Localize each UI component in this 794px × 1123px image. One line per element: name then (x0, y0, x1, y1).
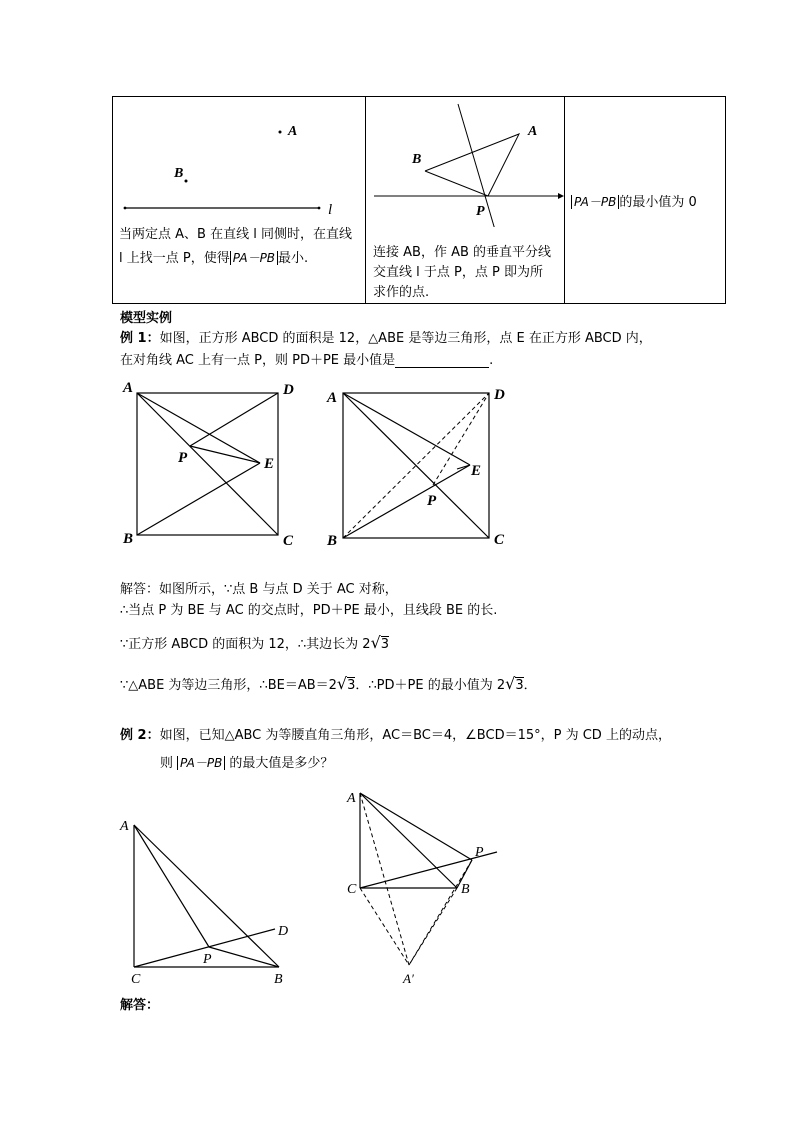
example2-line2-post: 的最大值是多少？ (229, 756, 334, 771)
segment-pe (190, 446, 260, 463)
problem-description (119, 223, 352, 271)
arrow-head (558, 193, 564, 199)
example2-line1 (120, 724, 671, 743)
example2-answer-label: 解答： (120, 998, 160, 1013)
point-a (279, 131, 282, 134)
example1-head: 例 1： (120, 331, 160, 346)
label-p: P (178, 450, 188, 466)
label-d: D (278, 924, 289, 939)
label-c: C (283, 533, 294, 549)
label-p: P (475, 845, 484, 860)
method-description (373, 243, 551, 303)
abs-expression: PA－PB (571, 195, 619, 209)
example1-answer-line1: 解答：如图所示，∵点 B 与点 D 关于 AC 对称， (120, 582, 398, 597)
problem-desc-line1: 当两定点 A、B 在直线 l 同侧时，在直线 (119, 227, 352, 242)
label-e: E (264, 456, 275, 472)
label-a: A (327, 390, 338, 406)
method-desc-line3: 求作的点. (373, 285, 430, 300)
answer-line4-text: ∵△ABE 为等边三角形，∴BE＝AB＝2 (120, 678, 337, 693)
problem-desc-line2-post: 最小. (278, 251, 309, 266)
example1-line1-text: 如图，正方形 ABCD 的面积是 12，△ABE 是等边三角形，点 E 在正方形 ABCD 内， (159, 331, 652, 346)
example2-line1-text: 如图，已知△ABC 为等腰直角三角形，AC＝BC＝4，∠BCD＝15°，P 为 CD 上的动点， (159, 728, 671, 743)
example2-figure-1 (112, 810, 302, 990)
segment-pd (190, 393, 278, 446)
sqrt-radicand: 3 (347, 678, 356, 693)
example2-line2 (160, 752, 333, 771)
sqrt-symbol: √ (505, 674, 516, 693)
label-b: B (174, 166, 184, 181)
example1-line2 (120, 349, 493, 368)
answer-line3-text: ∵正方形 ABCD 的面积为 12，∴其边长为 2 (120, 637, 371, 652)
label-b: B (461, 882, 470, 897)
dashed-a-a2 (360, 793, 409, 965)
example2-head: 例 2： (120, 728, 160, 743)
label-b: B (274, 972, 283, 987)
segment-ab (360, 793, 457, 888)
segment-ap (134, 825, 209, 947)
problem-desc-line2-pre: l 上找一点 P，使得 (119, 251, 230, 266)
example1-answer-line2: ∴当点 P 为 BE 与 AC 的交点时，PD＋PE 最小，且线段 BE 的长. (120, 603, 498, 618)
sqrt-radicand: 3 (380, 637, 390, 652)
example2-figure-2 (340, 785, 510, 995)
label-a: A (347, 791, 356, 806)
line-end-dot (318, 207, 321, 210)
label-c: C (494, 532, 505, 548)
answer-blank[interactable] (395, 353, 489, 368)
method-desc-line1: 连接 AB，作 AB 的垂直平分线 (373, 245, 552, 260)
label-p: P (203, 952, 212, 967)
label-e: E (471, 463, 482, 479)
method-desc-line2: 交直线 l 于点 P，点 P 即为所 (373, 265, 543, 280)
label-a: A (123, 380, 134, 396)
label-p: P (476, 204, 485, 219)
label-a-prime: A′ (403, 971, 414, 986)
abs-expression: PA－PB (177, 756, 225, 770)
answer-line4-mid: ．∴PD＋PE 的最小值为 2 (355, 678, 506, 693)
sqrt-radicand: 3 (515, 678, 524, 693)
problem-desc-line2 (119, 247, 352, 271)
sqrt-symbol: √ (370, 633, 381, 652)
diagonal-ac (137, 393, 278, 535)
section-title: 模型实例 (120, 311, 173, 326)
abs-expression: PA－PB (230, 251, 278, 265)
figure-two-points-line (113, 97, 366, 217)
segment-ae (343, 393, 470, 465)
label-l: l (328, 202, 333, 217)
point-b (185, 180, 188, 183)
figure-perpendicular-bisector (366, 97, 565, 227)
table-cell-problem (113, 97, 366, 304)
label-b: B (412, 152, 422, 167)
segment-ab (134, 825, 279, 967)
line-end-dot (124, 207, 127, 210)
triangle-abp (425, 134, 519, 196)
dashed-c-a2 (360, 888, 409, 965)
label-a: A (120, 819, 129, 834)
example2-line2-pre: 则 (160, 756, 174, 771)
label-b: B (123, 531, 134, 547)
label-c: C (347, 882, 357, 897)
label-b: B (327, 533, 338, 549)
segment-ap (360, 793, 472, 860)
model-table (112, 96, 726, 304)
example1-answer-line4 (120, 674, 537, 693)
table-cell-method (366, 97, 565, 304)
conclusion-text (571, 191, 697, 210)
conclusion-value: 的最小值为 0 (619, 195, 697, 210)
label-p: P (427, 493, 437, 509)
label-c: C (131, 972, 141, 987)
segment-ae (137, 393, 260, 463)
sqrt-symbol: √ (336, 674, 348, 693)
label-d: D (283, 382, 294, 398)
example1-line1 (120, 327, 652, 346)
example1-figure-1 (115, 375, 305, 550)
table-cell-conclusion (565, 97, 726, 304)
answer-line4-end: ． (523, 678, 537, 693)
label-d: D (494, 387, 505, 403)
segment-be (343, 465, 470, 538)
label-a: A (528, 124, 538, 139)
example1-answer-line3 (120, 633, 389, 652)
example1-line2-text: 在对角线 AC 上有一点 P，则 PD＋PE 最小值是 (120, 353, 396, 368)
example1-figure-2 (320, 375, 520, 550)
label-a: A (288, 124, 298, 139)
example1-line2-end: . (489, 353, 494, 368)
